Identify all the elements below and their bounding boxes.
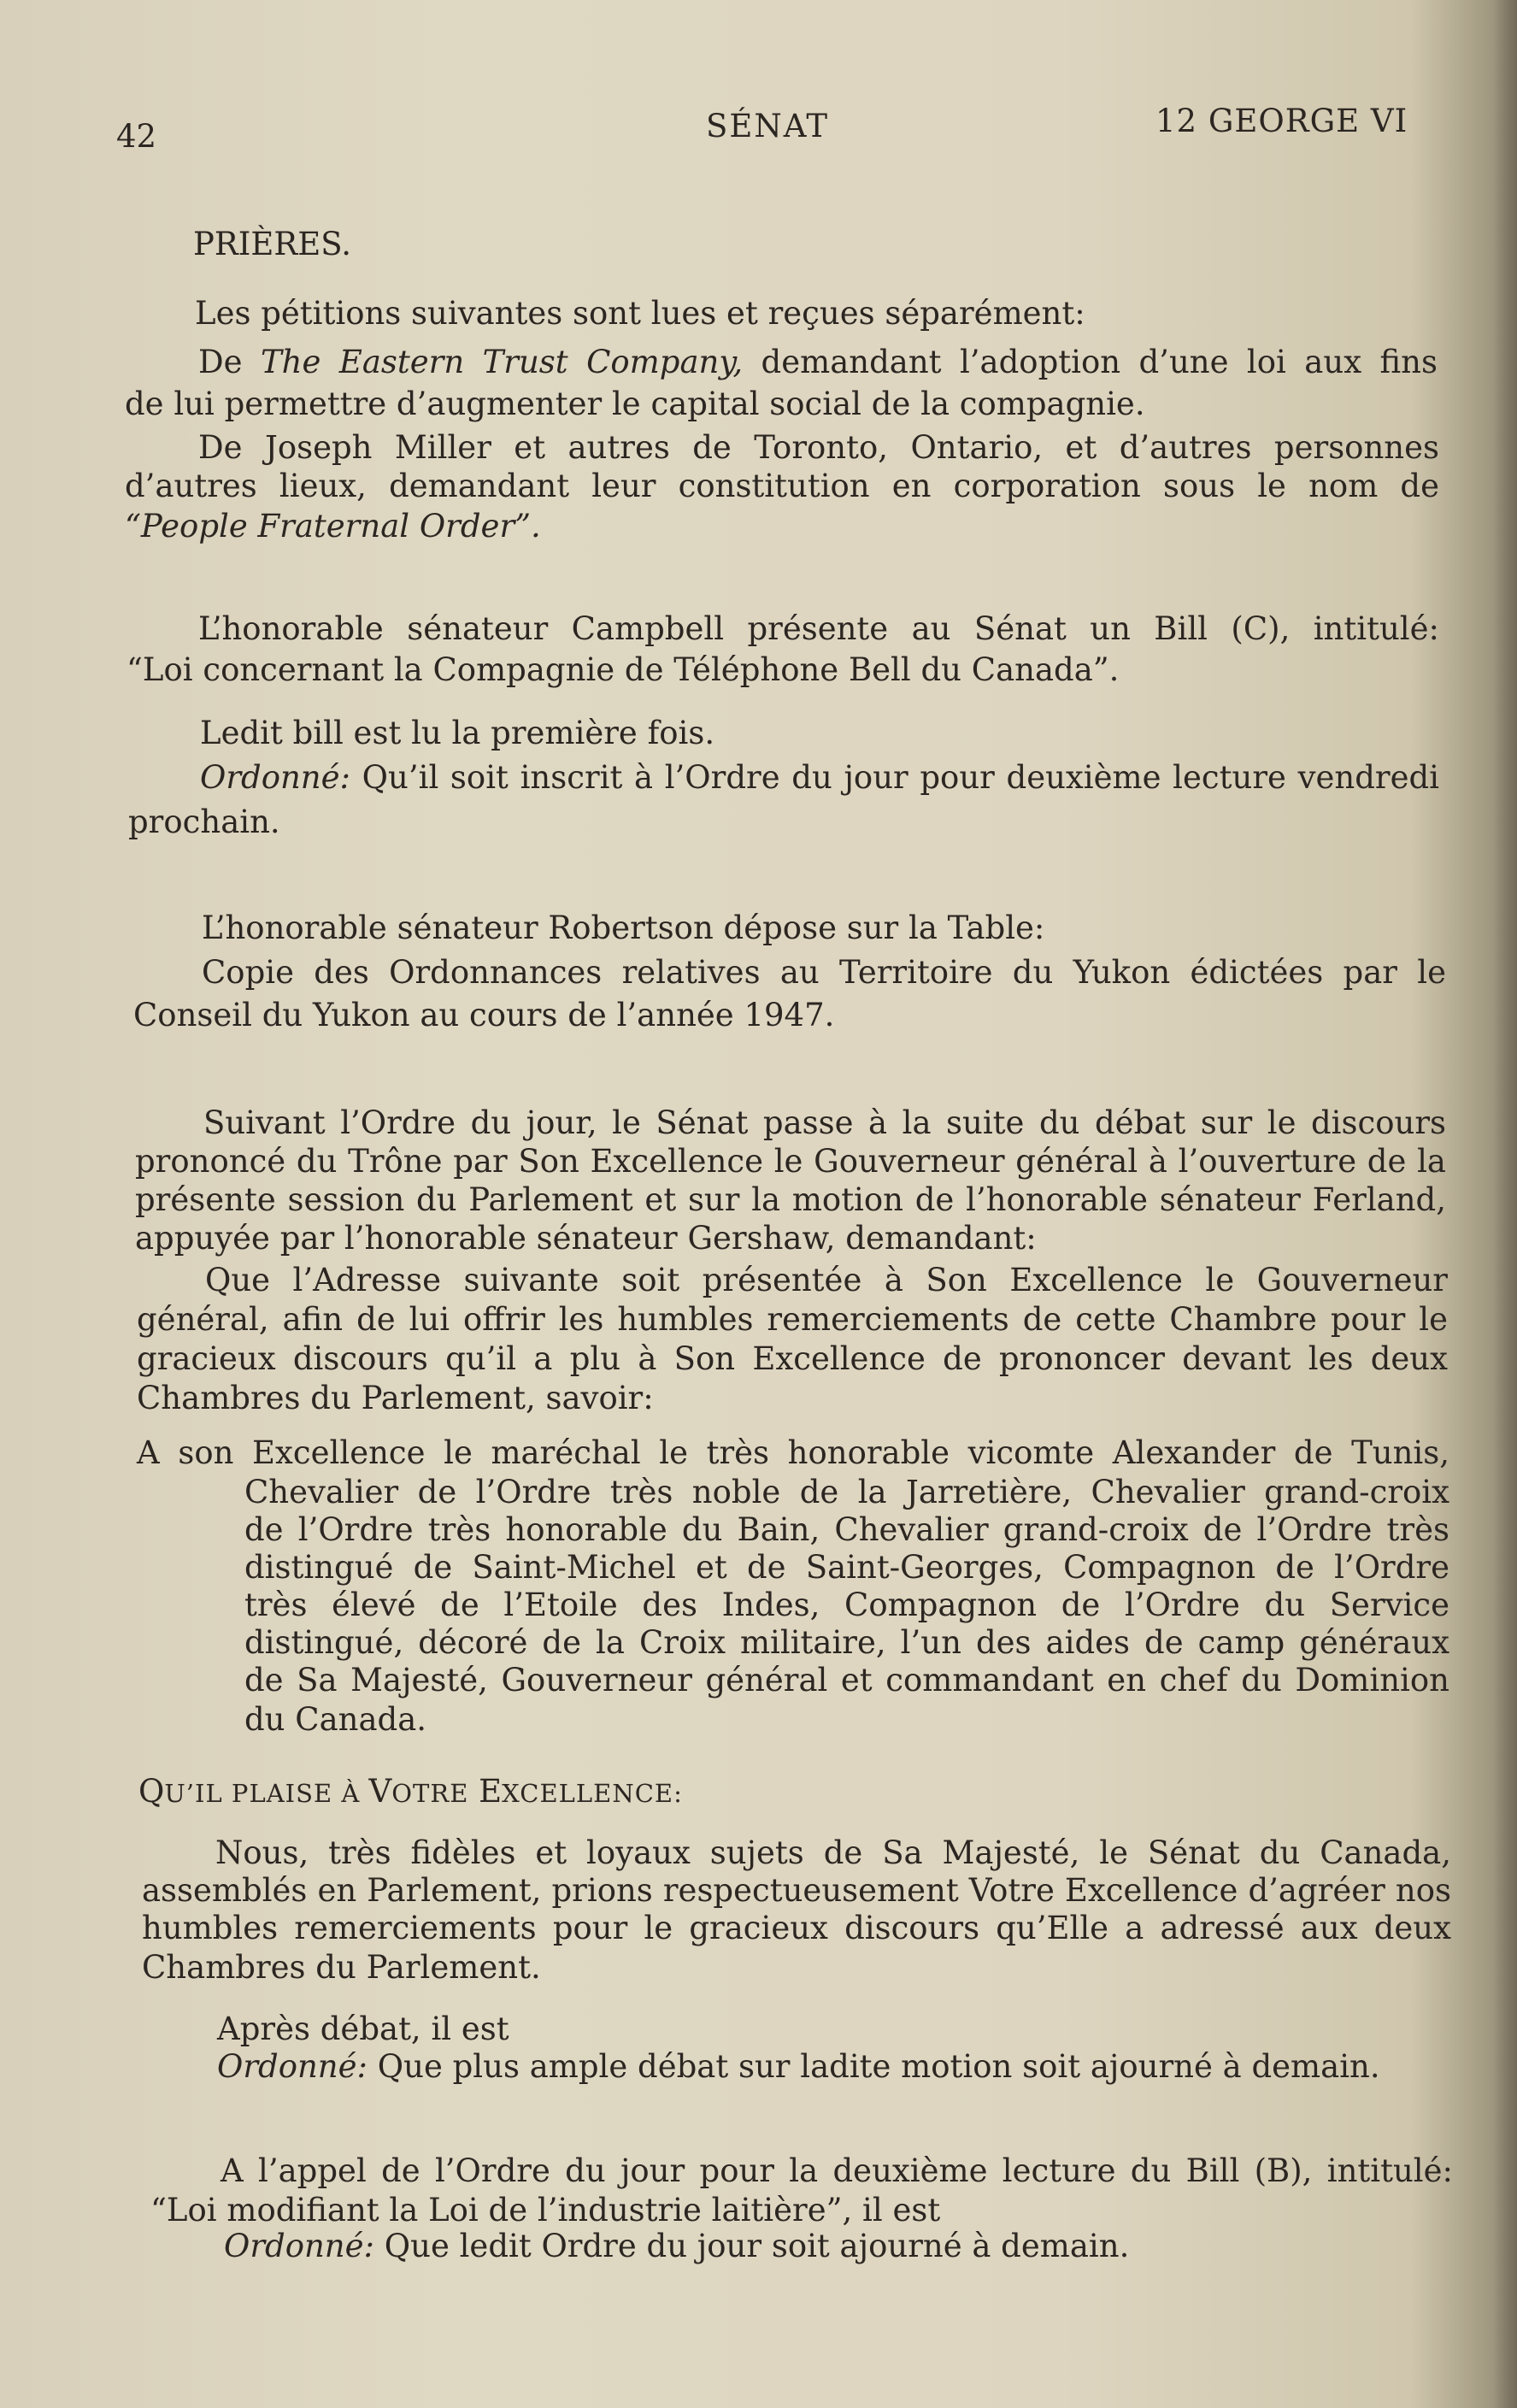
bill-c-line-2: “Loi concernant la Compagnie de Téléphone Bell du Canada”.: [126, 651, 1120, 688]
reply-ordered: Ordonné: Que plus ample débat sur ladite motion soit ajourné à demain.: [217, 2048, 1380, 2085]
reply-line-3: humbles remerciements pour le gracieux discours qu’Elle a adressé aux deux: [142, 1910, 1451, 1946]
debate-line-2: prononcé du Trône par Son Excellence le Gouverneur général à l’ouverture de la: [135, 1143, 1446, 1180]
petitions-intro: Les pétitions suivantes sont lues et reçues séparément:: [195, 295, 1085, 332]
robertson-line-3: Conseil du Yukon au cours de l’année 1947.: [133, 997, 835, 1033]
reply-line-2: assemblés en Parlement, prions respectueusement Votre Excellence d’agréer nos: [142, 1872, 1451, 1909]
bill-c-ordered-line-1: Ordonné: Qu’il soit inscrit à l’Ordre du jour pour deuxième lecture vendredi: [200, 759, 1439, 796]
motion-line-4: Chambres du Parlement, savoir:: [137, 1380, 654, 1416]
page-edge-shadow: [1493, 0, 1517, 2408]
running-head-reign: 12 GEORGE VI: [1155, 103, 1408, 139]
reply-line-1: Nous, très fidèles et loyaux sujets de Sa Majesté, le Sénat du Canada,: [215, 1834, 1451, 1871]
address-line-5: très élevé de l’Etoile des Indes, Compagnon de l’Ordre du Service: [244, 1587, 1449, 1623]
salutation: QU’IL PLAISE À VOTRE EXCELLENCE:: [138, 1773, 683, 1810]
after-debate: Après débat, il est: [217, 2011, 509, 2047]
robertson-line-1: L’honorable sénateur Robertson dépose sur la Table:: [202, 910, 1045, 946]
address-line-8: du Canada.: [244, 1701, 427, 1738]
running-head-title: SÉNAT: [706, 108, 830, 144]
bill-b-line-2: “Loi modifiant la Loi de l’industrie laitière”, il est: [150, 2192, 941, 2228]
ordered-label: Ordonné:: [200, 759, 351, 796]
bill-c-first-reading: Ledit bill est lu la première fois.: [200, 715, 715, 751]
motion-line-3: gracieux discours qu’il a plu à Son Excellence de prononcer devant les deux: [137, 1340, 1448, 1377]
petition-2-line-2: d’autres lieux, demandant leur constitution en corporation sous le nom de: [125, 468, 1439, 504]
address-line-7: de Sa Majesté, Gouverneur général et commandant en chef du Dominion: [244, 1662, 1449, 1699]
bill-c-line-1: L’honorable sénateur Campbell présente au Sénat un Bill (C), intitulé:: [198, 610, 1439, 647]
petition-2-line-3: “People Fraternal Order”.: [125, 508, 541, 545]
bill-b-line-1: A l’appel de l’Ordre du jour pour la deuxième lecture du Bill (B), intitulé:: [220, 2152, 1453, 2189]
company-name: The Eastern Trust Company,: [261, 344, 744, 380]
bill-c-ordered-line-2: prochain.: [128, 804, 280, 840]
robertson-line-2: Copie des Ordonnances relatives au Territoire du Yukon édictées par le: [202, 954, 1446, 991]
ordered-label: Ordonné:: [224, 2228, 375, 2264]
bill-b-ordered: Ordonné: Que ledit Ordre du jour soit ajourné à demain.: [224, 2228, 1130, 2264]
address-line-4: distingué de Saint-Michel et de Saint-Georges, Compagnon de l’Ordre: [244, 1549, 1449, 1586]
prayers-heading: PRIÈRES.: [193, 226, 352, 262]
address-line-2: Chevalier de l’Ordre très noble de la Jarretière, Chevalier grand-croix: [244, 1474, 1449, 1510]
petition-1-line-2: de lui permettre d’augmenter le capital social de la compagnie.: [125, 386, 1145, 422]
motion-line-1: Que l’Adresse suivante soit présentée à Son Excellence le Gouverneur: [205, 1262, 1448, 1298]
motion-line-2: général, afin de lui offrir les humbles remerciements de cette Chambre pour le: [137, 1301, 1448, 1338]
debate-line-4: appuyée par l’honorable sénateur Gershaw, demandant:: [135, 1220, 1037, 1257]
ordered-label: Ordonné:: [217, 2048, 368, 2085]
reply-line-4: Chambres du Parlement.: [142, 1949, 541, 1986]
debate-line-1: Suivant l’Ordre du jour, le Sénat passe à la suite du débat sur le discours: [203, 1104, 1446, 1141]
page-number: 42: [116, 118, 157, 155]
petition-2-line-1: De Joseph Miller et autres de Toronto, Ontario, et d’autres personnes: [198, 429, 1439, 466]
address-line-3: de l’Ordre très honorable du Bain, Chevalier grand-croix de l’Ordre très: [244, 1511, 1449, 1548]
address-line-6: distingué, décoré de la Croix militaire, l’un des aides de camp généraux: [244, 1624, 1449, 1661]
petition-1-line-1: De The Eastern Trust Company, demandant l’adoption d’une loi aux fins: [198, 344, 1438, 380]
debate-line-3: présente session du Parlement et sur la motion de l’honorable sénateur Ferland,: [135, 1181, 1446, 1218]
address-line-1: A son Excellence le maréchal le très honorable vicomte Alexander de Tunis,: [137, 1434, 1449, 1471]
